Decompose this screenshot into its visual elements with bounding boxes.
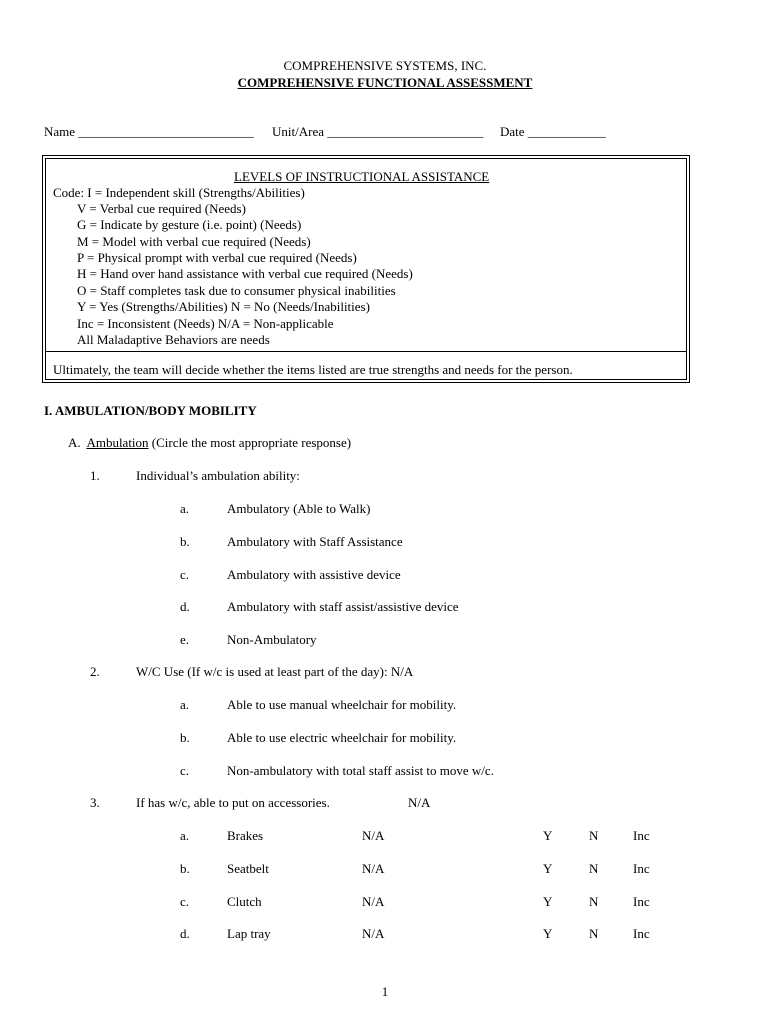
option-text[interactable]: Ambulatory with assistive device <box>227 567 401 582</box>
option-text[interactable]: Ambulatory (Able to Walk) <box>227 501 371 516</box>
option-letter: c. <box>180 763 190 778</box>
date-field[interactable]: Date ____________ <box>500 124 606 139</box>
subsection-heading <box>68 435 351 451</box>
option-letter: d. <box>180 926 190 941</box>
name-field[interactable]: Name ___________________________ <box>44 124 254 139</box>
response-no[interactable]: N <box>589 861 599 876</box>
item-number: 3. <box>90 795 100 810</box>
response-no[interactable]: N <box>589 926 599 941</box>
option-letter: e. <box>180 632 190 647</box>
code-line: H = Hand over hand assistance with verbal cue required (Needs) <box>77 266 413 281</box>
accessory-label: Clutch <box>227 894 262 909</box>
code-line: V = Verbal cue required (Needs) <box>77 201 246 216</box>
item-number: 1. <box>90 468 100 483</box>
code-line: All Maladaptive Behaviors are needs <box>77 332 270 347</box>
levels-heading: LEVELS OF INSTRUCTIONAL ASSISTANCE <box>234 169 490 184</box>
code-line: M = Model with verbal cue required (Needs) <box>77 234 311 249</box>
code-line: P = Physical prompt with verbal cue required (Needs) <box>77 250 357 265</box>
item-text: If has w/c, able to put on accessories. <box>136 795 330 810</box>
code-line: Code: I = Independent skill (Strengths/Abilities) <box>53 185 305 200</box>
code-line: Y = Yes (Strengths/Abilities) N = No (Needs/Inabilities) <box>77 299 370 314</box>
option-text[interactable]: Non-ambulatory with total staff assist to move w/c. <box>227 763 494 778</box>
item-text: W/C Use (If w/c is used at least part of the day): N/A <box>136 664 414 679</box>
option-letter: b. <box>180 534 190 549</box>
levels-box-divider <box>45 351 687 352</box>
company-name: COMPREHENSIVE SYSTEMS, INC. <box>283 58 487 73</box>
section-title: I. AMBULATION/BODY MOBILITY <box>44 403 257 418</box>
option-text[interactable]: Ambulatory with Staff Assistance <box>227 534 403 549</box>
option-letter: b. <box>180 730 190 745</box>
accessory-label: Seatbelt <box>227 861 269 876</box>
page-number: 1 <box>381 984 389 999</box>
unit-area-field[interactable]: Unit/Area ________________________ <box>272 124 484 139</box>
accessory-label: Lap tray <box>227 926 271 941</box>
option-text[interactable]: Ambulatory with staff assist/assistive device <box>227 599 459 614</box>
option-letter: c. <box>180 567 190 582</box>
response-inconsistent[interactable]: Inc <box>633 828 650 843</box>
option-letter: d. <box>180 599 190 614</box>
item-text: Individual’s ambulation ability: <box>136 468 300 483</box>
subsection-title: Ambulation <box>86 435 149 450</box>
levels-footer-note: Ultimately, the team will decide whether the items listed are true strengths and needs for the person. <box>53 362 573 377</box>
subsection-letter: A. <box>68 435 81 450</box>
accessory-label: Brakes <box>227 828 264 843</box>
option-letter: a. <box>180 828 190 843</box>
option-letter: a. <box>180 501 190 516</box>
response-yes[interactable]: Y <box>543 926 553 941</box>
option-letter: c. <box>180 894 190 909</box>
item-na[interactable]: N/A <box>408 795 431 810</box>
response-yes[interactable]: Y <box>543 861 553 876</box>
option-letter: a. <box>180 697 190 712</box>
response-na[interactable]: N/A <box>362 926 385 941</box>
response-na[interactable]: N/A <box>362 894 385 909</box>
document-title: COMPREHENSIVE FUNCTIONAL ASSESSMENT <box>237 75 533 90</box>
response-inconsistent[interactable]: Inc <box>633 861 650 876</box>
option-text[interactable]: Able to use electric wheelchair for mobility. <box>227 730 457 745</box>
option-letter: b. <box>180 861 190 876</box>
response-inconsistent[interactable]: Inc <box>633 894 650 909</box>
item-number: 2. <box>90 664 100 679</box>
option-text[interactable]: Able to use manual wheelchair for mobility. <box>227 697 457 712</box>
subsection-note: (Circle the most appropriate response) <box>148 435 352 450</box>
code-line: Inc = Inconsistent (Needs) N/A = Non-applicable <box>77 316 334 331</box>
response-yes[interactable]: Y <box>543 828 553 843</box>
response-na[interactable]: N/A <box>362 861 385 876</box>
code-line: O = Staff completes task due to consumer physical inabilities <box>77 283 396 298</box>
response-no[interactable]: N <box>589 894 599 909</box>
response-na[interactable]: N/A <box>362 828 385 843</box>
option-text[interactable]: Non-Ambulatory <box>227 632 317 647</box>
response-no[interactable]: N <box>589 828 599 843</box>
response-yes[interactable]: Y <box>543 894 553 909</box>
code-line: G = Indicate by gesture (i.e. point) (Needs) <box>77 217 302 232</box>
response-inconsistent[interactable]: Inc <box>633 926 650 941</box>
